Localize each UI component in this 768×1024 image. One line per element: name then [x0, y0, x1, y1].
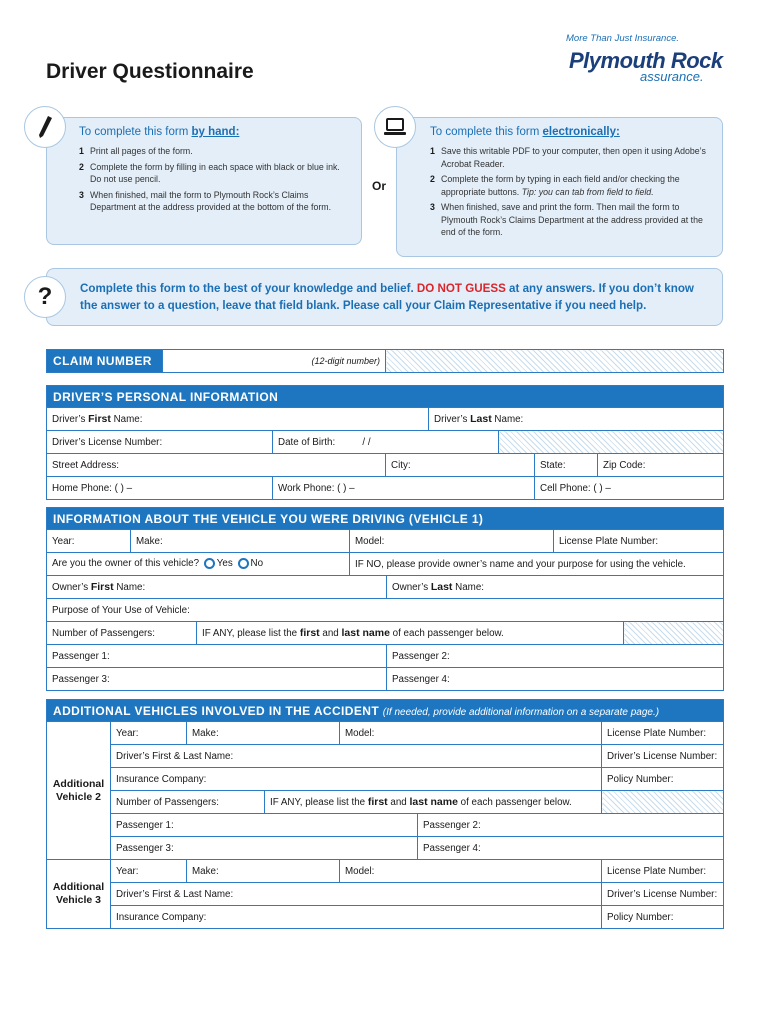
- owner-no-radio[interactable]: [238, 558, 249, 569]
- vehicle2-model-field[interactable]: Model:: [340, 722, 602, 745]
- claim-number-extra: [386, 350, 724, 373]
- vehicle1-make-field[interactable]: Make:: [131, 530, 350, 553]
- logo-subtitle: assurance.: [640, 69, 704, 84]
- work-phone-field[interactable]: Work Phone: ( ) –: [273, 477, 535, 500]
- claim-number-table: [46, 349, 724, 373]
- purpose-field[interactable]: Purpose of Your Use of Vehicle:: [47, 599, 724, 622]
- vehicle2-policy-field[interactable]: Policy Number:: [602, 768, 724, 791]
- vehicle2-make-field[interactable]: Make:: [187, 722, 340, 745]
- logo-wordmark: Plymouth Rock: [569, 48, 723, 73]
- additional-vehicle-2-label: Additional Vehicle 2: [47, 722, 111, 860]
- vehicle3-plate-field[interactable]: License Plate Number:: [602, 860, 724, 883]
- logo-tagline: More Than Just Insurance.: [566, 33, 679, 44]
- vehicle1-heading: INFORMATION ABOUT THE VEHICLE YOU WERE DRIVING (VEHICLE 1): [47, 508, 724, 530]
- vehicle3-make-field[interactable]: Make:: [187, 860, 340, 883]
- vehicle3-insurance-field[interactable]: Insurance Company:: [111, 906, 602, 929]
- additional-vehicles-heading: ADDITIONAL VEHICLES INVOLVED IN THE ACCIDENT (If needed, provide additional information on a separate page.): [47, 700, 724, 722]
- hatched-cell: [624, 622, 724, 645]
- list-item: 1 Save this writable PDF to your computer, then open it using Adobe’s Acrobat Reader.: [430, 146, 706, 169]
- vehicle1-year-field[interactable]: Year:: [47, 530, 131, 553]
- pen-icon: [24, 106, 66, 148]
- electronic-heading: To complete this form electronically:: [430, 126, 620, 138]
- additional-vehicles-table: [46, 699, 724, 929]
- city-field[interactable]: City:: [386, 454, 535, 477]
- vehicle3-driver-name-field[interactable]: Driver’s First & Last Name:: [111, 883, 602, 906]
- claim-number-field[interactable]: (12-digit number): [163, 350, 386, 373]
- owner-instructions: IF NO, please provide owner’s name and your purpose for using the vehicle.: [350, 553, 724, 576]
- home-phone-field[interactable]: Home Phone: ( ) –: [47, 477, 273, 500]
- vehicle1-passenger-instructions: IF ANY, please list the first and last name of each passenger below.: [197, 622, 624, 645]
- vehicle3-policy-field[interactable]: Policy Number:: [602, 906, 724, 929]
- owner-question: Are you the owner of this vehicle? Yes No: [47, 553, 350, 576]
- vehicle2-driver-name-field[interactable]: Driver’s First & Last Name:: [111, 745, 602, 768]
- zip-code-field[interactable]: Zip Code:: [598, 454, 724, 477]
- vehicle2-plate-field[interactable]: License Plate Number:: [602, 722, 724, 745]
- vehicle2-passenger1-field[interactable]: Passenger 1:: [111, 814, 418, 837]
- or-label: Or: [372, 179, 387, 193]
- driver-license-field[interactable]: Driver’s License Number:: [47, 431, 273, 454]
- notice-text: Complete this form to the best of your knowledge and belief. DO NOT GUESS at any answers. If you don’t know the answer to a question, leave that field blank. Please call your Claim Representative if you need help.: [80, 282, 694, 312]
- vehicle1-table: [46, 507, 724, 691]
- vehicle1-passenger4-field[interactable]: Passenger 4:: [387, 668, 724, 691]
- claim-number-label: CLAIM NUMBER: [47, 350, 163, 373]
- owner-yes-radio[interactable]: [204, 558, 215, 569]
- vehicle2-passenger3-field[interactable]: Passenger 3:: [111, 837, 418, 860]
- vehicle2-passenger4-field[interactable]: Passenger 4:: [418, 837, 724, 860]
- vehicle1-passengers-count-field[interactable]: Number of Passengers:: [47, 622, 197, 645]
- page-title: Driver Questionnaire: [46, 60, 254, 83]
- vehicle1-plate-field[interactable]: License Plate Number:: [554, 530, 724, 553]
- vehicle1-passenger1-field[interactable]: Passenger 1:: [47, 645, 387, 668]
- hatched-cell: [602, 791, 724, 814]
- cell-phone-field[interactable]: Cell Phone: ( ) –: [535, 477, 724, 500]
- list-item: 2 Complete the form by filling in each space with black or blue ink. Do not use pencil.: [79, 161, 340, 184]
- owner-first-name-field[interactable]: Owner’s First Name:: [47, 576, 387, 599]
- laptop-icon: [374, 106, 416, 148]
- driver-last-name-field[interactable]: Driver’s Last Name:: [429, 408, 724, 431]
- additional-vehicle-3-label: Additional Vehicle 3: [47, 860, 111, 929]
- electronic-steps: [430, 145, 712, 242]
- vehicle3-driver-license-field[interactable]: Driver’s License Number:: [602, 883, 724, 906]
- vehicle2-passengers-count-field[interactable]: Number of Passengers:: [111, 791, 265, 814]
- date-of-birth-field[interactable]: Date of Birth: / /: [273, 431, 499, 454]
- vehicle2-passenger-instructions: IF ANY, please list the first and last name of each passenger below.: [265, 791, 602, 814]
- vehicle2-year-field[interactable]: Year:: [111, 722, 187, 745]
- owner-last-name-field[interactable]: Owner’s Last Name:: [387, 576, 724, 599]
- vehicle2-insurance-field[interactable]: Insurance Company:: [111, 768, 602, 791]
- question-icon: ?: [24, 276, 66, 318]
- vehicle3-model-field[interactable]: Model:: [340, 860, 602, 883]
- list-item: 1 Print all pages of the form.: [79, 146, 193, 156]
- street-address-field[interactable]: Street Address:: [47, 454, 386, 477]
- vehicle2-driver-license-field[interactable]: Driver’s License Number:: [602, 745, 724, 768]
- driver-first-name-field[interactable]: Driver’s First Name:: [47, 408, 429, 431]
- state-field[interactable]: State:: [535, 454, 598, 477]
- personal-info-heading: DRIVER’S PERSONAL INFORMATION: [47, 386, 724, 408]
- vehicle2-passenger2-field[interactable]: Passenger 2:: [418, 814, 724, 837]
- vehicle3-year-field[interactable]: Year:: [111, 860, 187, 883]
- personal-info-table: [46, 385, 724, 500]
- list-item: 3 When finished, mail the form to Plymouth Rock’s Claims Department at the address provided at the bottom of the form.: [79, 189, 332, 212]
- by-hand-heading: To complete this form by hand:: [79, 126, 240, 138]
- list-item: 2 Complete the form by typing in each field and/or checking the appropriate buttons. Tip: you can tab from field to field.: [430, 174, 680, 197]
- by-hand-steps: [79, 145, 349, 217]
- vehicle1-passenger2-field[interactable]: Passenger 2:: [387, 645, 724, 668]
- vehicle1-passenger3-field[interactable]: Passenger 3:: [47, 668, 387, 691]
- hatched-cell: [499, 431, 724, 454]
- vehicle1-model-field[interactable]: Model:: [350, 530, 554, 553]
- list-item: 3 When finished, save and print the form. Then mail the form to Plymouth Rock’s Claims Department at the address provided at the end of the form.: [430, 202, 703, 237]
